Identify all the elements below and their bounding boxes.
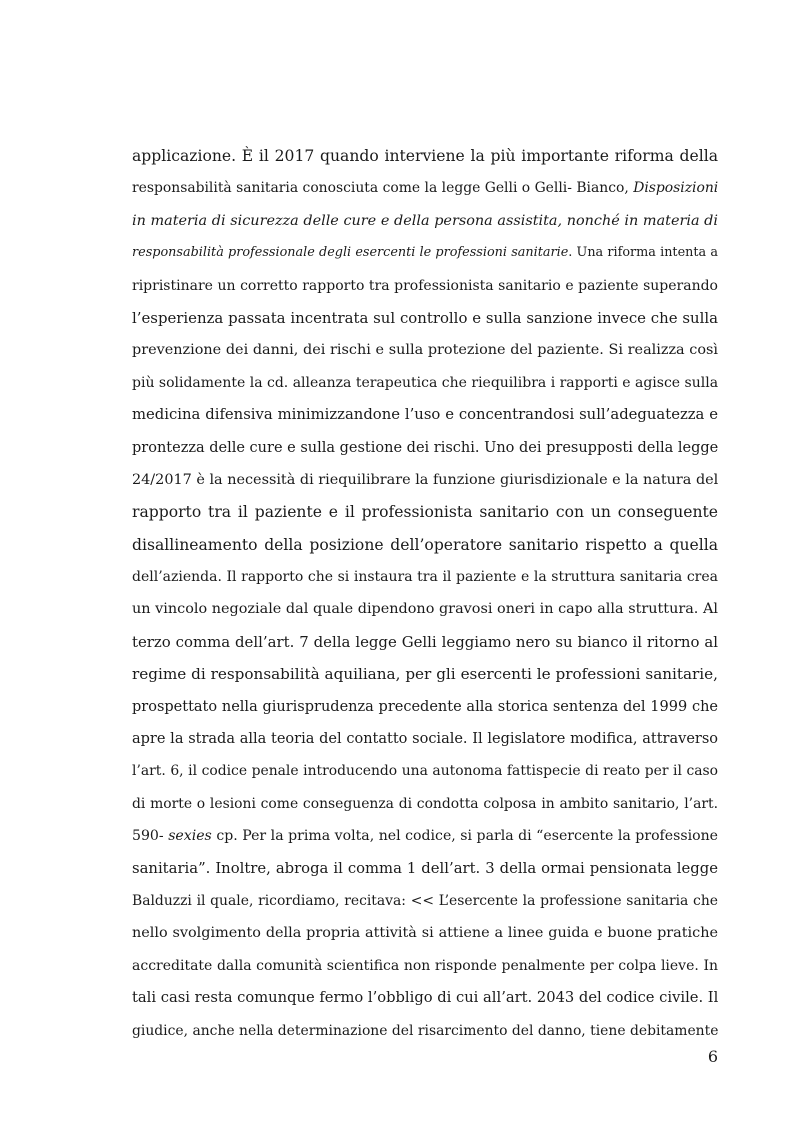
text-segment: disallineamento della posizione dell’operatore sanitario rispetto a quella [132,535,718,554]
text-line [132,723,718,755]
body-text [132,140,718,1047]
text-segment: un vincolo negoziale dal quale dipendono gravosi oneri in capo alla struttura. Al [132,601,718,618]
text-segment: responsabilità sanitaria conosciuta come la legge Gelli o Gelli- Bianco, [132,180,634,197]
text-segment: tali casi resta comunque fermo l’obbligo di cui all’art. 2043 del codice civile. Il [132,989,718,1007]
text-line [132,917,718,949]
text-line [132,237,718,269]
text-line [132,820,718,852]
text-segment: 590- [132,828,169,845]
text-line [132,270,718,302]
text-segment: apre la strada alla teoria del contatto sociale. Il legislatore modifica, attraverso [132,731,718,748]
text-line [132,205,718,237]
text-segment: . Una riforma intenta a [568,245,718,261]
text-segment: l’esperienza passata incentrata sul controllo e sulla sanzione invece che sulla [132,308,718,327]
text-line [132,658,718,690]
text-line [132,302,718,334]
text-segment: giudice, anche nella determinazione del risarcimento del danno, tiene debitamente [132,1022,718,1039]
italic-text-segment: in materia di sicurezza delle cure e della persona assistita, nonché in materia di [132,212,718,229]
text-segment: applicazione. È il 2017 quando interviene la più importante riforma della [132,147,718,165]
text-line [132,593,718,625]
text-segment: terzo comma dell’art. 7 della legge Gelli leggiamo nero su bianco il ritorno al [132,632,718,651]
text-segment: medicina difensiva minimizzandone l’uso e concentrandosi sull’adeguatezza e [132,406,718,424]
page-number: 6 [707,1047,718,1066]
text-segment: Balduzzi il quale, ricordiamo, recitava: << L’esercente la professione sanitaria che [132,892,718,909]
text-segment: dell’azienda. Il rapporto che si instaura tra il paziente e la struttura sanitaria crea [132,569,718,586]
text-line [132,950,718,982]
text-segment: accreditate dalla comunità scientifica non risponde penalmente per colpa lieve. In [132,957,718,974]
text-segment: prontezza delle cure e sulla gestione dei rischi. Uno dei presupposti della legge [132,439,718,456]
italic-text-segment: sexies [168,828,212,845]
text-line [132,885,718,917]
text-segment: regime di responsabilità aquiliana, per gli esercenti le professioni sanitarie, [132,665,718,684]
text-line [132,982,718,1014]
text-line [132,334,718,366]
italic-text-segment: responsabilità professionale degli esercenti le professioni sanitarie [132,245,569,261]
text-line [132,529,718,561]
text-segment: rapporto tra il paziente e il professionista sanitario con un conseguente [132,503,718,522]
text-line [132,464,718,496]
text-segment: l’art. 6, il codice penale introducendo una autonoma fattispecie di reato per il caso [132,763,718,780]
text-line [132,788,718,820]
text-line [132,140,718,172]
text-segment: cp. Per la prima volta, nel codice, si parla di “esercente la professione [211,828,718,845]
text-line [132,172,718,204]
text-segment: prevenzione dei danni, dei rischi e sulla protezione del paziente. Si realizza così [132,342,718,359]
text-line [132,626,718,658]
text-segment: 24/2017 è la necessità di riequilibrare la funzione giurisdizionale e la natura del [132,471,718,488]
text-segment: ripristinare un corretto rapporto tra professionista sanitario e paziente superando [132,277,718,294]
text-line [132,496,718,528]
text-line [132,755,718,787]
text-segment: nello svolgimento della propria attività si attiene a linee guida e buone pratiche [132,925,718,942]
text-segment: prospettato nella giurisprudenza precedente alla storica sentenza del 1999 che [132,698,718,715]
italic-text-segment: Disposizioni [633,180,718,197]
text-line [132,399,718,431]
text-segment: sanitaria”. Inoltre, abroga il comma 1 dell’art. 3 della ormai pensionata legge [132,859,718,877]
text-line [132,853,718,885]
text-line [132,367,718,399]
text-line [132,432,718,464]
text-line [132,1015,718,1047]
text-line [132,691,718,723]
text-line [132,561,718,593]
text-segment: di morte o lesioni come conseguenza di condotta colposa in ambito sanitario, l’art. [132,795,718,812]
text-segment: più solidamente la cd. alleanza terapeutica che riequilibra i rapporti e agisce sulla [132,374,718,391]
